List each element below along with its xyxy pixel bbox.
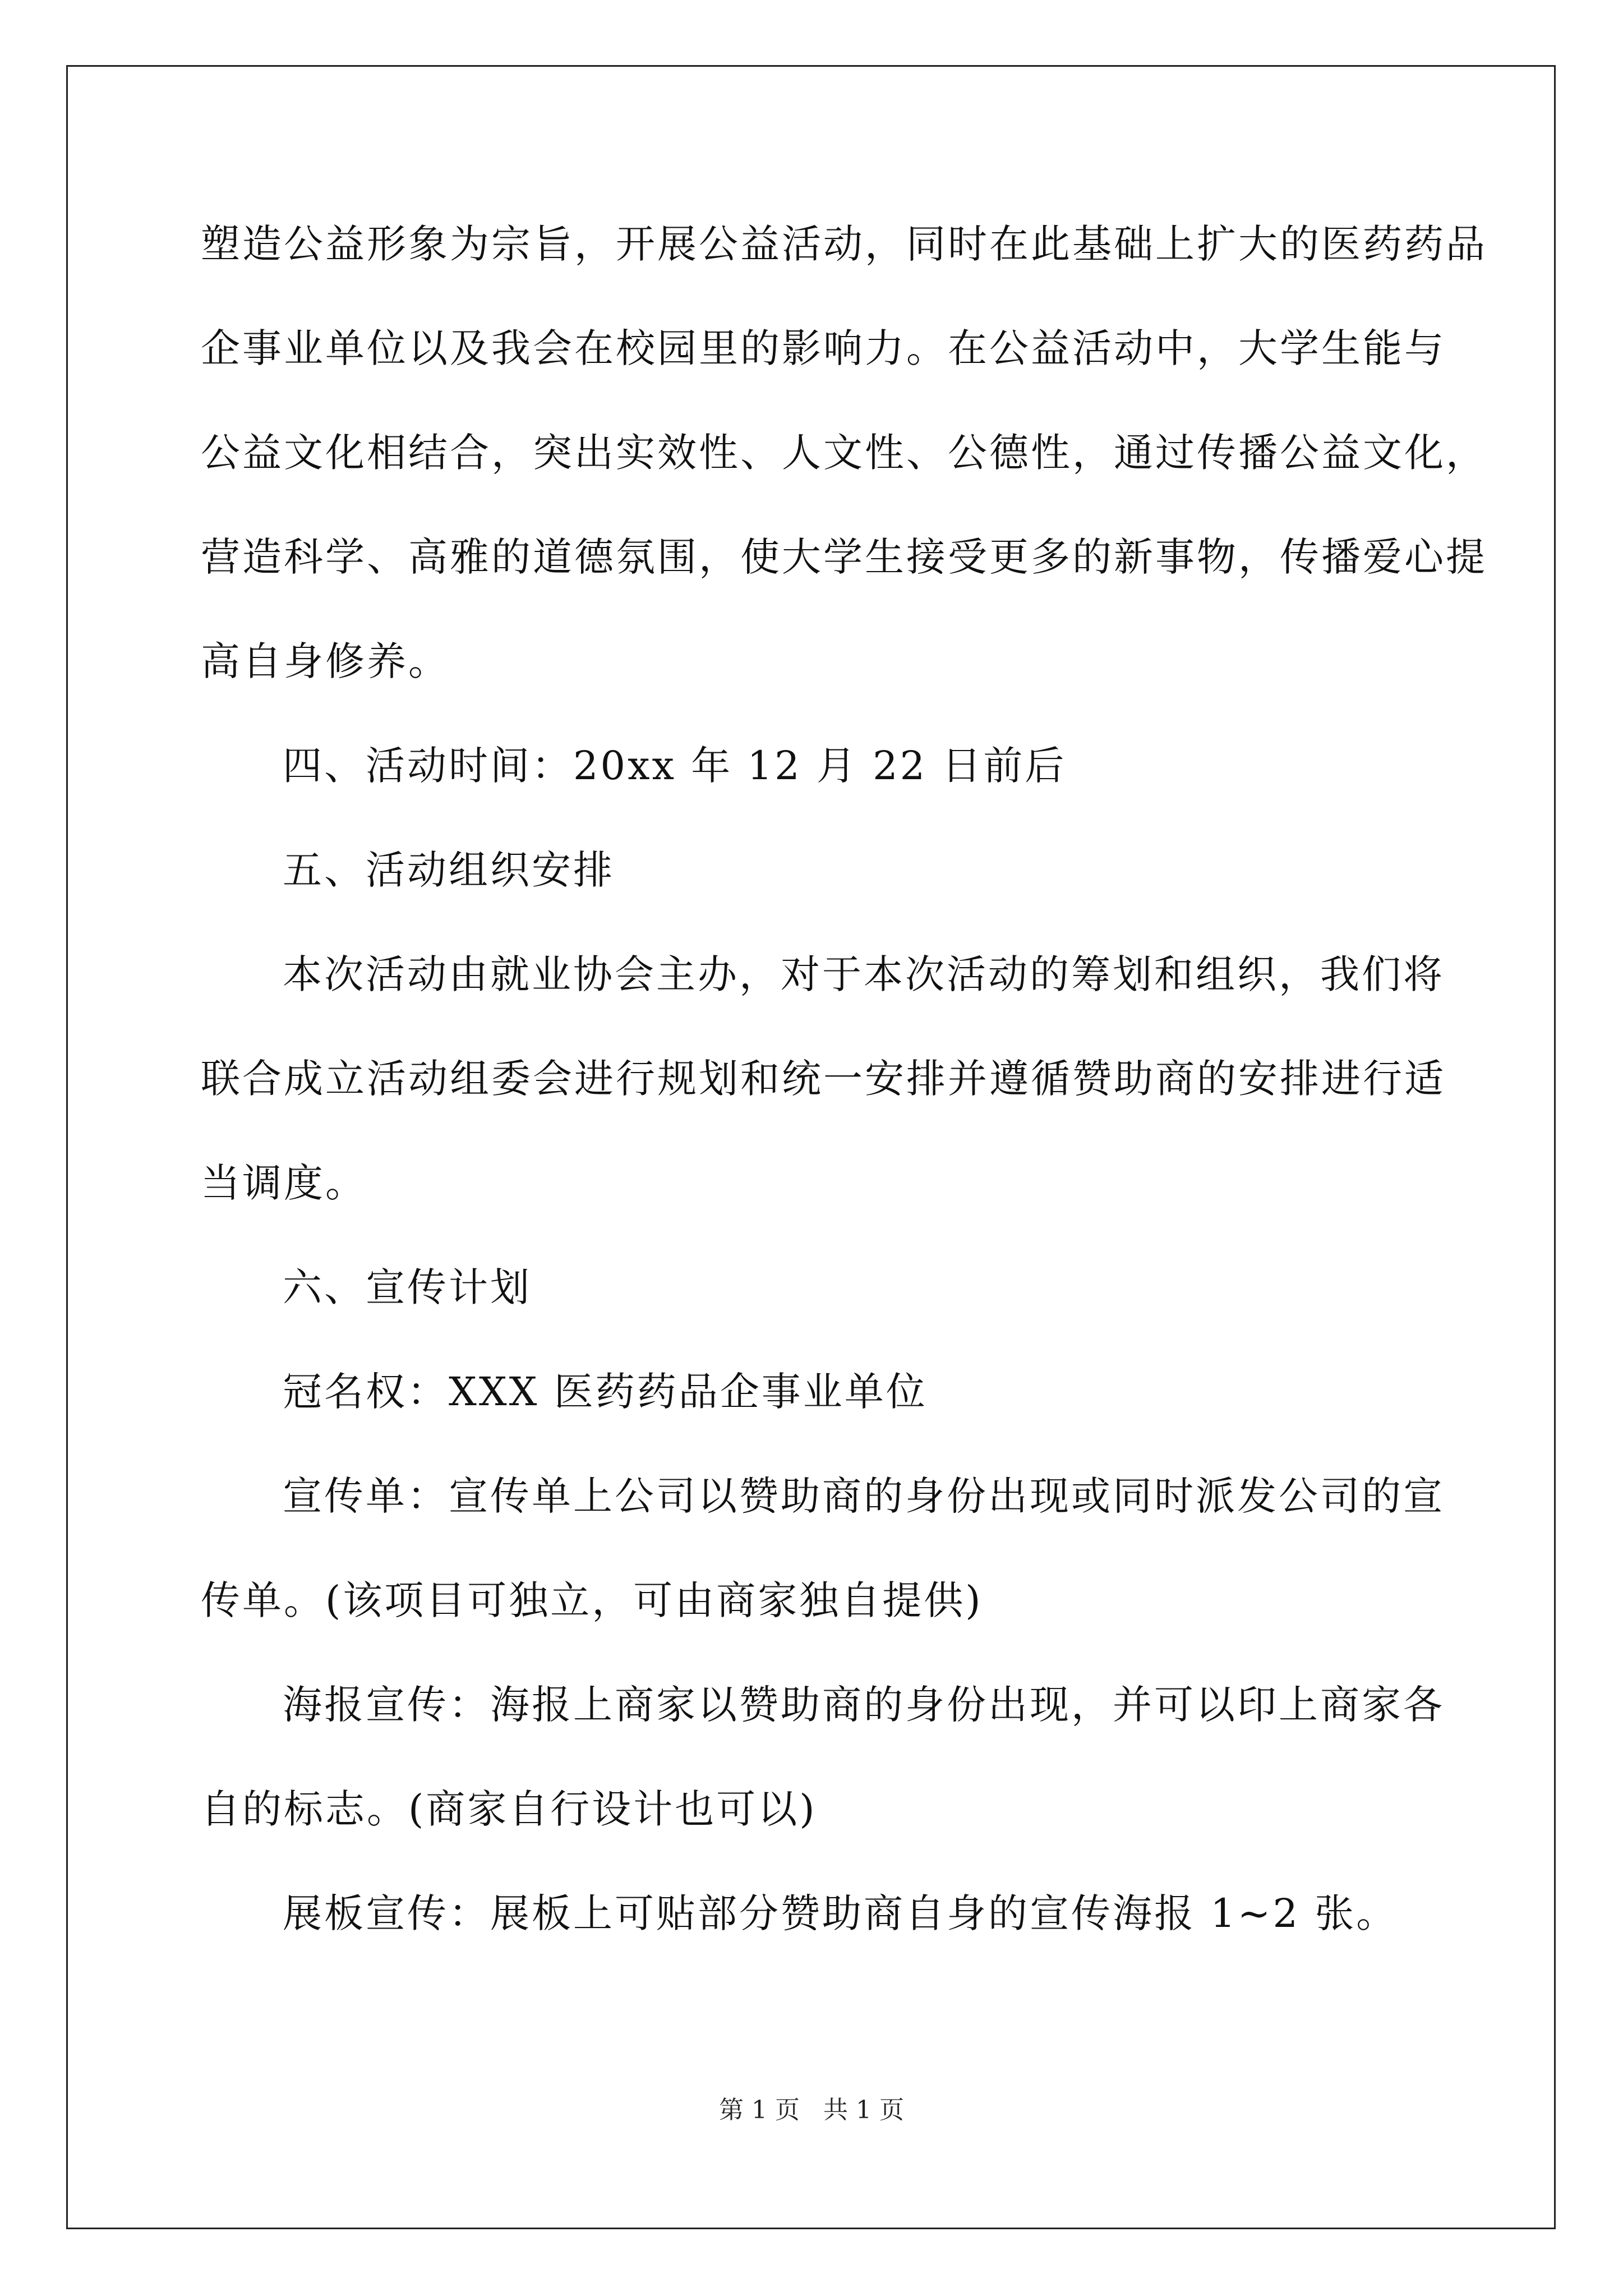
page-total: 共 1 页 xyxy=(823,2096,904,2124)
paragraph-line: 冠名权：XXX 医药药品企事业单位 xyxy=(283,1369,928,1415)
paragraph-line: 塑造公益形象为宗旨，开展公益活动，同时在此基础上扩大的医药药品 xyxy=(201,221,1487,267)
page-footer xyxy=(0,2090,1623,2125)
paragraph-line: 宣传单：宣传单上公司以赞助商的身份出现或同时派发公司的宣 xyxy=(283,1473,1445,1519)
paragraph-line: 当调度。 xyxy=(201,1160,367,1206)
paragraph-line: 高自身修养。 xyxy=(201,638,450,684)
paragraph-line: 海报宣传：海报上商家以赞助商的身份出现，并可以印上商家各 xyxy=(283,1682,1445,1728)
paragraph-line: 公益文化相结合，突出实效性、人文性、公德性，通过传播公益文化， xyxy=(201,430,1487,476)
paragraph-line: 传单。(该项目可独立，可由商家独自提供) xyxy=(201,1577,983,1623)
paragraph-line: 自的标志。(商家自行设计也可以) xyxy=(201,1786,817,1832)
page-number: 第 1 页 xyxy=(719,2096,800,2124)
section-heading: 五、活动组织安排 xyxy=(283,847,615,893)
section-heading: 四、活动时间：20xx 年 12 月 22 日前后 xyxy=(283,743,1067,789)
paragraph-line: 企事业单位以及我会在校园里的影响力。在公益活动中，大学生能与 xyxy=(201,325,1446,371)
section-heading: 六、宣传计划 xyxy=(283,1264,532,1310)
paragraph-line: 展板宣传：展板上可贴部分赞助商自身的宣传海报 1~2 张。 xyxy=(283,1890,1398,1936)
paragraph-line: 联合成立活动组委会进行规划和统一安排并遵循赞助商的安排进行适 xyxy=(201,1056,1446,1102)
paragraph-line: 营造科学、高雅的道德氛围，使大学生接受更多的新事物，传播爱心提 xyxy=(201,534,1487,580)
paragraph-line: 本次活动由就业协会主办，对于本次活动的筹划和组织，我们将 xyxy=(283,951,1445,997)
